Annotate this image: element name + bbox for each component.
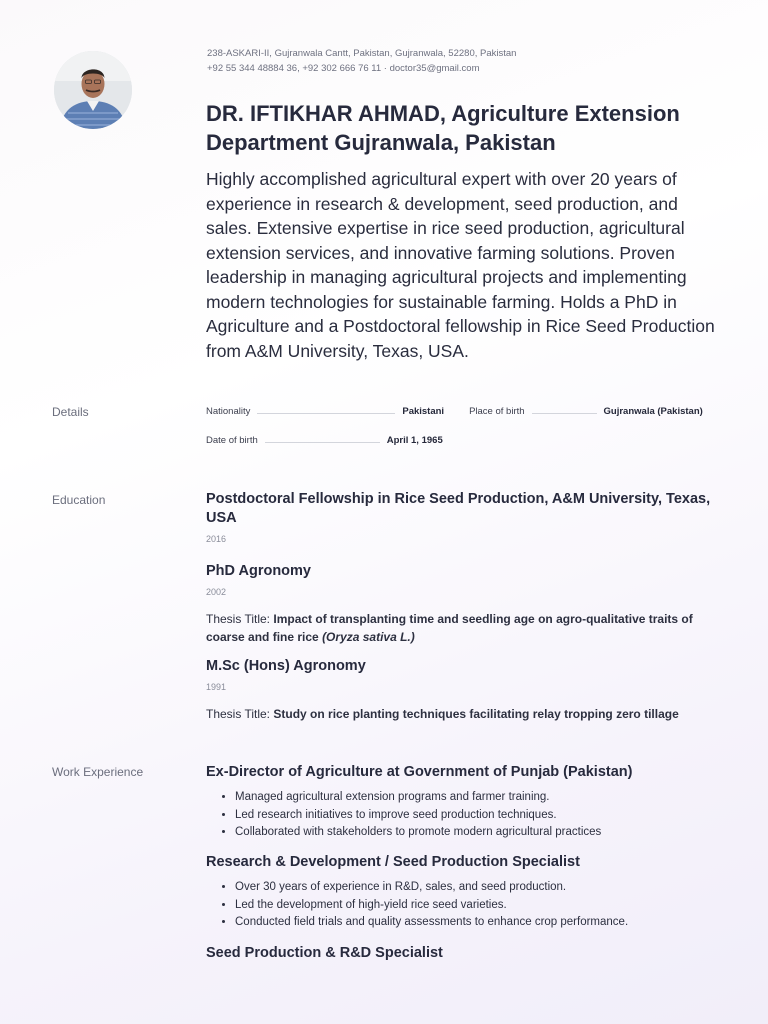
thesis-title: [206, 611, 726, 646]
divider: [532, 413, 597, 414]
contact-info: [207, 46, 727, 76]
education-year: 2002: [206, 587, 227, 597]
nationality-value: Pakistani: [402, 406, 445, 417]
job-bullet: • Over 30 years of experience in R&D, sales, and seed production.: [235, 879, 726, 897]
dob-label: Date of birth: [206, 435, 258, 446]
job-bullet: • Collaborated with stakeholders to promote modern agricultural practices: [235, 824, 726, 842]
birthplace-value: Gujranwala (Pakistan): [603, 406, 703, 417]
page-title: DR. IFTIKHAR AHMAD, Agriculture Extension Department Gujranwala, Pakistan: [206, 101, 680, 155]
job-item: [206, 853, 726, 932]
nationality-label: Nationality: [206, 406, 251, 417]
job-title: Research & Development / Seed Production Specialist: [206, 854, 580, 870]
job-bullet: • Conducted field trials and quality assessments to enhance crop performance.: [235, 914, 726, 932]
birthplace-label: Place of birth: [469, 406, 525, 417]
thesis-text: Impact of transplanting time and seedling age on agro-qualitative traits of coarse and fine rice: [206, 612, 693, 644]
education-title: Postdoctoral Fellowship in Rice Seed Production, A&M University, Texas, USA: [206, 491, 711, 526]
job-title: Seed Production & R&D Specialist: [206, 945, 443, 961]
profile-summary: Highly accomplished agricultural expert with over 20 years of experience in research & development, seed production, and sales. Extensive expertise in rice seed production, agricultural extension services, and innovative farming solutions. Proven leadership in managing agricultural projects and implementing modern technologies for sustainable farming. Holds a PhD in Agriculture and a Postdoctoral fellowship in Rice Seed Production from A&M University, Texas, USA.: [206, 169, 715, 361]
details-row-nationality: [206, 406, 726, 417]
job-item: [206, 763, 726, 842]
thesis-species: (Oryza sativa L.): [322, 629, 415, 644]
education-year: 1991: [206, 682, 227, 692]
education-year: 2016: [206, 534, 227, 544]
job-bullet: • Led research initiatives to improve seed production techniques.: [235, 807, 726, 825]
job-item: [206, 944, 726, 963]
address-text: 238-ASKARI-II, Gujranwala Cantt, Pakistan, Gujranwala, 52280, Pakistan: [207, 48, 517, 59]
education-item: [206, 490, 726, 544]
education-title: PhD Agronomy: [206, 563, 311, 579]
education-item: [206, 562, 726, 646]
job-bullets: [206, 879, 726, 932]
divider: [265, 442, 380, 443]
phone-email-text: +92 55 344 48884 36, +92 302 666 76 11 · doctor35@gmail.com: [207, 63, 480, 74]
thesis-prefix: Thesis Title:: [206, 707, 274, 721]
person-portrait-icon: [54, 51, 132, 129]
job-bullet: • Managed agricultural extension programs and farmer training.: [235, 789, 726, 807]
work-section-label: Work Experience: [52, 765, 144, 779]
thesis-text: Study on rice planting techniques facilitating relay tropping zero tillage: [273, 707, 679, 721]
job-title: Ex-Director of Agriculture at Government of Punjab (Pakistan): [206, 764, 633, 780]
job-bullets: [206, 789, 726, 842]
details-row-dob: [206, 435, 443, 446]
education-section-label: Education: [52, 493, 106, 507]
education-title: M.Sc (Hons) Agronomy: [206, 658, 366, 674]
thesis-title: [206, 706, 726, 724]
details-section-label: Details: [52, 405, 89, 419]
dob-value: April 1, 1965: [386, 435, 443, 446]
education-item: [206, 657, 726, 724]
profile-photo: [54, 51, 132, 129]
divider: [257, 413, 395, 414]
thesis-prefix: Thesis Title:: [206, 612, 274, 626]
job-bullet: • Led the development of high-yield rice seed varieties.: [235, 897, 726, 915]
